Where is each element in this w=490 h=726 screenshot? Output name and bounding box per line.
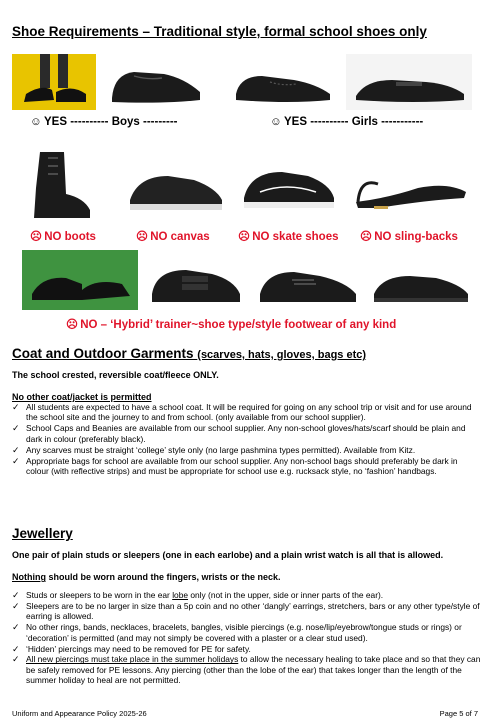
list-item: ✓ Studs or sleepers to be worn in the ear lobe only (not in the upper, side or inner parts of the ear). [12,590,384,600]
footer-policy-title: Uniform and Appearance Policy 2025-26 [12,709,147,718]
check-mark-icon: ✓ [12,654,20,665]
list-item: ✓ School Caps and Beanies are available from our school supplier. Any non-school gloves/hats/scarf should be plain and dark in colour (preferably black). [12,423,466,444]
smiley-face-icon: ☺ [30,116,42,128]
photo-hybrid-lace-trainer [254,250,362,310]
no-canvas-caption: ☹ NO canvas [136,231,210,243]
check-mark-icon: ✓ [12,590,20,600]
no-hybrid-caption: ☹ NO – ‘Hybrid’ trainer~shoe type/style footwear of any kind [66,319,397,331]
list-item: ✓ Sleepers are to be no larger in size than a 5p coin and no other ‘dangly’ earrings, stretchers, bars or any other type/style of earring is allowed. [12,600,480,622]
photo-boys-shoes-worn [12,54,96,110]
frowning-face-icon: ☹ [360,231,372,243]
coat-list [12,402,482,477]
photo-girls-loafer-shoe [346,54,472,110]
footer-page-number: Page 5 of 7 [439,709,478,718]
photo-boot [18,148,96,224]
list-item: ✓ Appropriate bags for school are available from our school supplier. Any non-school bags should preferably be dark in colour (with reflective strips) and must be appropriate for school use e.g. rucksack style, no ‘fashion’ handbags. [12,455,458,476]
jewellery-nothing-line: Nothing should be worn around the fingers, wrists or the neck. [12,572,281,582]
photo-skate-shoe [236,148,340,224]
check-mark-icon: ✓ [12,444,20,455]
no-boots-caption: ☹ NO boots [30,231,96,243]
jewellery-list [12,590,482,686]
check-mark-icon: ✓ [12,643,20,654]
check-mark-icon: ✓ [12,423,20,434]
photo-boys-oxford-shoe [104,54,208,110]
list-item: ✓ Any scarves must be straight ‘college’ style only (no large pashmina types permitted). Available from Kitz. [12,444,416,455]
frowning-face-icon: ☹ [136,231,148,243]
photo-sling-back-shoe [348,148,474,224]
frowning-face-icon: ☹ [238,231,250,243]
coat-intro: The school crested, reversible coat/fleece ONLY. [12,370,219,380]
no-sling-caption: ☹ NO sling-backs [360,231,458,243]
check-mark-icon: ✓ [12,622,20,633]
check-mark-icon: ✓ [12,600,20,611]
jewellery-intro: One pair of plain studs or sleepers (one in each earlobe) and a plain wrist watch is all that is allowed. [12,550,444,560]
boys-yes-caption: ☺ YES ---------- Boys --------- [30,116,178,128]
jewellery-heading: Jewellery [12,526,73,541]
list-item: ✓ All students are expected to have a school coat. It will be required for going on any school trip or visit and for use around the school site and the journey to and from school. (only available from our school supplier). [12,402,472,423]
list-item: ✓ All new piercings must take place in the summer holidays to allow the necessary healing to take place and so that they can be safely removed for PE lessons. Any piercing (other than the lobe of the ear) that takes longer than the length of the summer holiday to heal are not permitted. [12,654,481,686]
frowning-face-icon: ☹ [30,231,42,243]
coat-subhead: No other coat/jacket is permitted [12,392,152,402]
coat-heading: Coat and Outdoor Garments (scarves, hats, gloves, bags etc) [12,346,367,361]
smiley-face-icon: ☺ [270,116,282,128]
list-item: ✓ No other rings, bands, necklaces, bracelets, bangles, visible piercings (e.g. nose/lip/eyebrow/tongue studs or rings) or ‘decoration’ is permitted (and may not simply be covered with a plaster or a clear stud used). [12,622,462,643]
photo-hybrid-velcro-shoe [146,250,246,310]
photo-hybrid-shoe-worn [22,250,138,310]
photo-canvas-shoe [124,148,228,224]
no-skate-caption: ☹ NO skate shoes [238,231,339,243]
photo-hybrid-flat-trainer [368,250,474,310]
frowning-face-icon: ☹ [66,319,78,331]
shoe-requirements-heading: Shoe Requirements – Traditional style, formal school shoes only [12,24,427,39]
check-mark-icon: ✓ [12,402,20,412]
check-mark-icon: ✓ [12,455,20,466]
list-item: ✓ ‘Hidden’ piercings may need to be removed for PE for safety. [12,643,251,654]
girls-yes-caption: ☺ YES ---------- Girls ----------- [270,116,424,128]
photo-girls-brogue-shoe [230,54,338,110]
